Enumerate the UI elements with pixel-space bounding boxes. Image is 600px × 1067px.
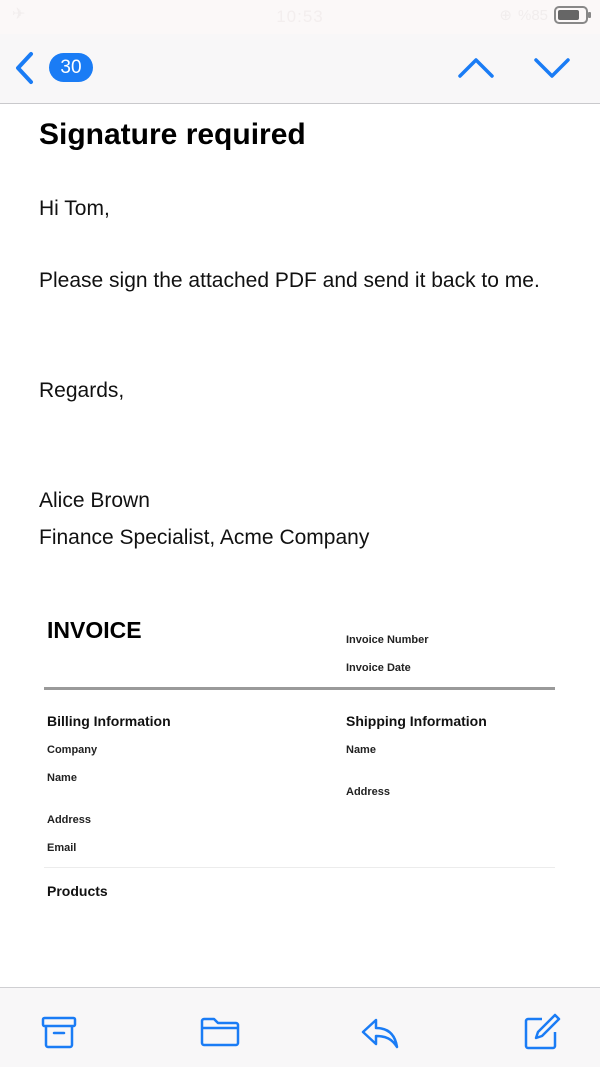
billing-field-address: Address	[47, 814, 92, 826]
previous-message-icon[interactable]	[456, 54, 496, 82]
battery-icon	[554, 6, 588, 24]
shipping-heading: Shipping Information	[346, 713, 487, 729]
message-body: Please sign the attached PDF and send it back to me.	[39, 269, 540, 292]
status-time: 10:53	[276, 7, 324, 26]
invoice-number-label: Invoice Number	[346, 634, 429, 646]
message-greeting: Hi Tom,	[39, 197, 110, 220]
nav-bar	[0, 34, 600, 104]
unread-count-badge[interactable]: 30	[49, 53, 93, 82]
sender-name: Alice Brown	[39, 489, 150, 512]
battery-percent: %85	[517, 6, 548, 24]
message-subject: Signature required	[39, 118, 306, 151]
shipping-field-address: Address	[346, 786, 391, 798]
compose-icon[interactable]	[522, 1012, 562, 1052]
sender-title: Finance Specialist, Acme Company	[39, 526, 370, 549]
invoice-attachment-preview[interactable]	[44, 609, 556, 987]
products-heading: Products	[47, 883, 108, 899]
billing-field-company: Company	[47, 744, 98, 756]
airplane-icon: ✈	[12, 6, 26, 23]
invoice-section-divider	[44, 867, 555, 868]
back-chevron-icon[interactable]	[12, 50, 38, 86]
invoice-date-label: Invoice Date	[346, 662, 411, 674]
reply-icon[interactable]	[360, 1012, 400, 1052]
billing-field-email: Email	[47, 842, 77, 854]
status-right	[499, 6, 588, 24]
invoice-divider	[44, 687, 555, 690]
billing-heading: Billing Information	[47, 713, 171, 729]
message-closing: Regards,	[39, 379, 125, 402]
archive-icon[interactable]	[39, 1012, 79, 1052]
billing-field-name: Name	[47, 772, 77, 784]
shipping-field-name: Name	[346, 744, 376, 756]
message-content	[0, 104, 600, 987]
folder-icon[interactable]	[200, 1012, 240, 1052]
invoice-title: INVOICE	[47, 617, 142, 643]
rotation-lock-icon: ⊕	[499, 7, 512, 24]
next-message-icon[interactable]	[532, 54, 572, 82]
bottom-toolbar	[0, 987, 600, 1067]
status-bar	[0, 0, 600, 34]
